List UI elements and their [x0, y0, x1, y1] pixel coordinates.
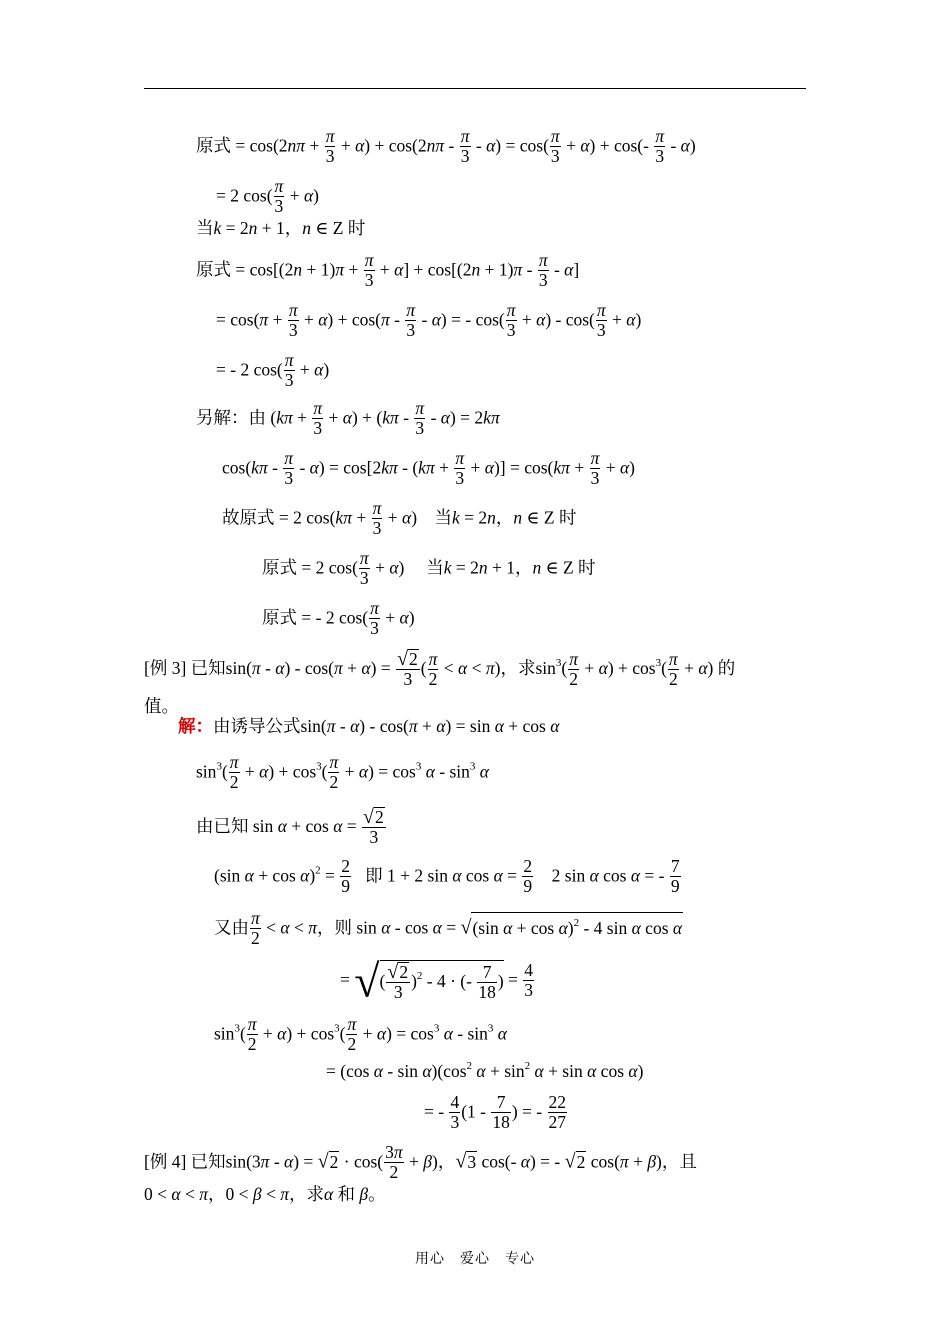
example-3-statement: [例 3] 已知sin(π - α) - cos(π + α) = $\frac{√2}{3}$ ( $\frac{\pi}{2}$ < α < π)，求$\sin^3$( $\frac{\pi}{2}$ + $\alpha) + \cos^3$( $\frac{\pi}{2}$ + α) 的 [144, 648, 736, 689]
formula-line: cos(kπ - $\frac{\pi}{3}$ - α) = cos[2kπ - (kπ + $\frac{\pi}{3}$ + α)] = cos(kπ + $\frac{\pi}{3}$ + α) [222, 448, 635, 488]
page-footer: 用心 爱心 专心 [415, 1252, 535, 1267]
formula-line: $\sin^3$( $\frac{\pi}{2}$ + $\alpha) + \cos^3$( $\frac{\pi}{2}$ + $\alpha) = \cos^3 \alpha - \sin^3 \alpha$ [214, 1014, 507, 1054]
example-4-statement: [例 4] 已知sin(3π - α) = √2 · cos( $\frac{3\pi}{2}$ + β)，√3 cos(- α) = - √2 cos(π + β)，且 [144, 1142, 697, 1182]
formula-line: 原式 = 2 cos( $\frac{\pi}{3}$ + α) 当k = 2n + 1，n ∈ Z 时 [262, 548, 596, 588]
formula-line: 原式 = cos[(2n + 1)π + $\frac{\pi}{3}$ + α] + cos[(2n + 1)π - $\frac{\pi}{3}$ - α] [196, 250, 580, 290]
solution-label: 解： [178, 716, 213, 736]
formula-line: $\sin^3$( $\frac{\pi}{2}$ + $\alpha) + \cos^3$( $\frac{\pi}{2}$ + $\alpha) = \cos^3 \alpha - \sin^3 \alpha$ [196, 752, 489, 792]
formula-line: 原式 = cos(2nπ + $\frac{\pi}{3}$ + α) + cos(2nπ - $\frac{\pi}{3}$ - α) = cos( $\frac{\pi}{3}$ + α) + cos(- $\frac{\pi}{3}$ - α) [196, 126, 696, 166]
formula-line: = - 2 cos( $\frac{\pi}{3}$ + α) [216, 350, 330, 390]
example-4-statement-cont: 0 < α < π，0 < β < π，求α 和 β。 [144, 1184, 386, 1204]
formula-line: 当k = 2n + 1，n ∈ Z 时 [196, 218, 366, 238]
formula-line: = (cos α - $\sin \alpha)(\cos^2$ $\alpha + \sin^2 \alpha + \sin \alpha$ cos α) [326, 1060, 644, 1081]
formula-line: 由已知 sin α + cos α = $\frac{√2}{3}$ [196, 806, 384, 847]
formula-line: 另解：由 (kπ + $\frac{\pi}{3}$ + α) + (kπ - $\frac{\pi}{3}$ - α) = 2kπ [196, 398, 500, 438]
formula-line: (sin α + cos α)$^2$ = $\frac{2}{9}$ 即 1 + 2 sin α cos α = $\frac{2}{9}$ 2 sin α cos α = - $\frac{7}{9}$ [214, 856, 680, 896]
formula-line: = 2 cos( $\frac{\pi}{3}$ + α) [216, 176, 319, 216]
example-3-statement-cont: 值。 [144, 696, 179, 716]
formula-line: 又由 $\frac{\pi}{2}$ < α < π，则 sin α - cos α = √(sin α + cos α)$^2$ - 4 sin α cos α [214, 908, 683, 948]
solution-line: 解：由诱导公式sin(π - α) - cos(π + α) = sin α + cos α [178, 716, 560, 736]
formula-line: 故原式 = 2 cos(kπ + $\frac{\pi}{3}$ + α) 当k = 2n，n ∈ Z 时 [222, 498, 577, 538]
formula-line: = √( $\frac{√2}{3}$ )$^2$ - 4 · (- $\frac{7}{18}$ ) = $\frac{4}{3}$ [340, 955, 534, 1007]
formula-line: 原式 = - 2 cos( $\frac{\pi}{3}$ + α) [262, 598, 415, 638]
formula-line: = - $\frac{4}{3}$ (1 - $\frac{7}{18}$ ) = - $\frac{22}{27}$ [424, 1092, 567, 1132]
header-rule [144, 88, 806, 89]
formula-line: = cos(π + $\frac{\pi}{3}$ + α) + cos(π - $\frac{\pi}{3}$ - α) = - cos( $\frac{\pi}{3}$ + α) - cos( $\frac{\pi}{3}$ + α) [216, 300, 642, 340]
